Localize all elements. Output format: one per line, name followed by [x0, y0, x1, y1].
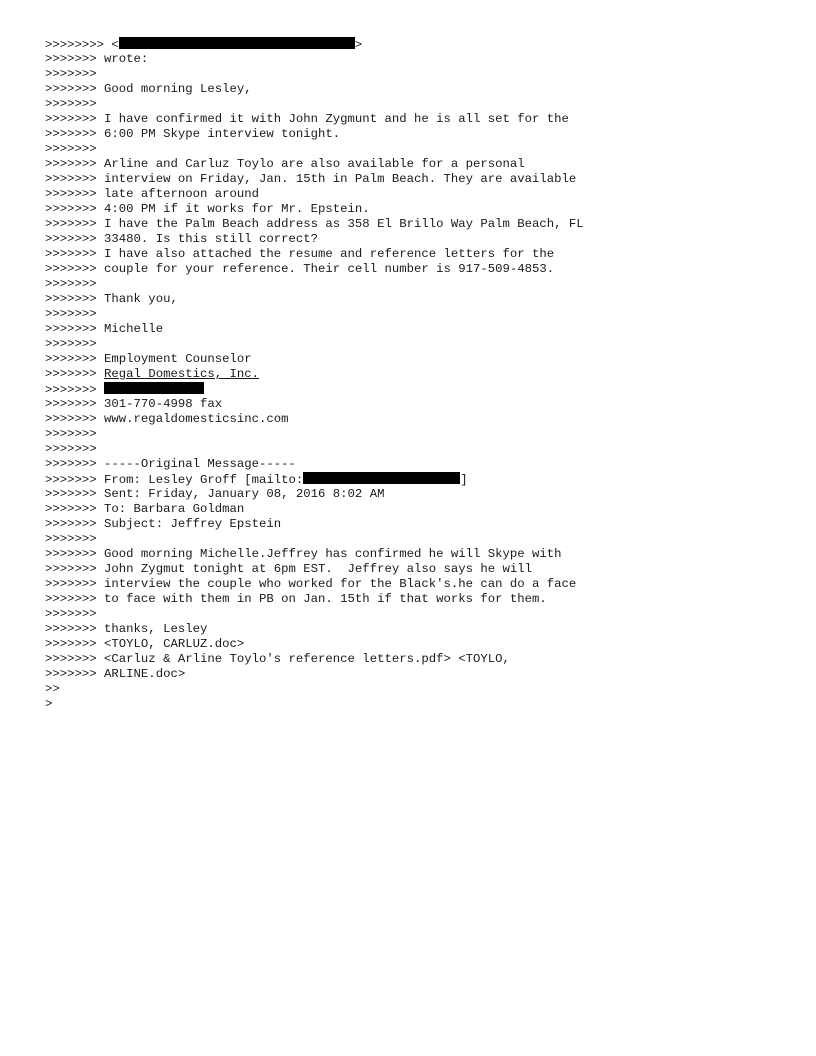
- signature-redacted-line: >>>>>>>: [45, 382, 785, 397]
- text-line: >>>>>>> couple for your reference. Their cell number is 917-509-4853.: [45, 262, 555, 276]
- attachment-line: >>>>>>> <TOYLO, CARLUZ.doc>: [45, 637, 245, 651]
- text-line: >>>>>>> wrote:: [45, 52, 149, 66]
- text-line: >>>>>>> to face with them in PB on Jan. 15th if that works for them.: [45, 592, 547, 606]
- signoff-line: >>>>>>> Thank you,: [45, 292, 178, 306]
- header-subject-line: >>>>>>> Subject: Jeffrey Epstein: [45, 517, 282, 531]
- signature-website: >>>>>>> www.regaldomesticsinc.com: [45, 412, 289, 426]
- text-line: >>>>>>>: [45, 97, 97, 111]
- text-line: >>>>>>> I have also attached the resume and reference letters for the: [45, 247, 555, 261]
- text-line: >>>>>>> thanks, Lesley: [45, 622, 208, 636]
- text-line: >: [45, 697, 53, 711]
- text-line: >>>>>>>: [45, 307, 97, 321]
- text-line: >>>>>>> Arline and Carluz Toylo are also available for a personal: [45, 157, 525, 171]
- text-line: >>>>>>>: [45, 337, 97, 351]
- text-line: >>>>>>> interview the couple who worked for the Black's.he can do a face: [45, 577, 577, 591]
- signature-fax: >>>>>>> 301-770-4998 fax: [45, 397, 223, 411]
- attachment-line: >>>>>>> <Carluz & Arline Toylo's reference letters.pdf> <TOYLO,: [45, 652, 510, 666]
- text-line: >>>>>>> 33480. Is this still correct?: [45, 232, 319, 246]
- company-link[interactable]: Regal Domestics, Inc.: [104, 367, 260, 381]
- text-line: >>>>>>> John Zygmut tonight at 6pm EST. Jeffrey also says he will: [45, 562, 533, 576]
- attachment-line: >>>>>>> ARLINE.doc>: [45, 667, 186, 681]
- signature-name: >>>>>>> Michelle: [45, 322, 164, 336]
- redaction-bar: [303, 472, 460, 484]
- original-message-divider: >>>>>>> -----Original Message-----: [45, 457, 296, 471]
- header-from-line: >>>>>>> From: Lesley Groff [mailto: ]: [45, 473, 468, 487]
- text-line: >>>>>>> late afternoon around: [45, 187, 260, 201]
- text-line: >>: [45, 682, 60, 696]
- text-line: >>>>>>> 6:00 PM Skype interview tonight.: [45, 127, 341, 141]
- text-line: >>>>>>>: [45, 142, 97, 156]
- quoted-sender-line: >>>>>>>> < >: [45, 38, 363, 52]
- email-quoted-body: [45, 37, 785, 712]
- text-line: >>>>>>> 4:00 PM if it works for Mr. Epstein.: [45, 202, 370, 216]
- text-line: >>>>>>> interview on Friday, Jan. 15th in Palm Beach. They are available: [45, 172, 577, 186]
- text-line: >>>>>>>: [45, 427, 97, 441]
- text-line: >>>>>>>: [45, 277, 97, 291]
- text-line: >>>>>>>: [45, 67, 97, 81]
- text-line: >>>>>>>: [45, 532, 97, 546]
- text-line: >>>>>>>: [45, 442, 97, 456]
- text-line: >>>>>>> I have confirmed it with John Zygmunt and he is all set for the: [45, 112, 569, 126]
- text-line: >>>>>>>: [45, 607, 97, 621]
- signature-title: >>>>>>> Employment Counselor: [45, 352, 252, 366]
- signature-company-line: >>>>>>> Regal Domestics, Inc.: [45, 367, 260, 381]
- text-line: >>>>>>> Good morning Michelle.Jeffrey has confirmed he will Skype with: [45, 547, 562, 561]
- header-to-line: >>>>>>> To: Barbara Goldman: [45, 502, 245, 516]
- redaction-bar: [119, 37, 355, 49]
- redaction-bar: [104, 382, 204, 394]
- text-line: >>>>>>> I have the Palm Beach address as 358 El Brillo Way Palm Beach, FL: [45, 217, 584, 231]
- header-sent-line: >>>>>>> Sent: Friday, January 08, 2016 8:02 AM: [45, 487, 385, 501]
- greeting-line: >>>>>>> Good morning Lesley,: [45, 82, 252, 96]
